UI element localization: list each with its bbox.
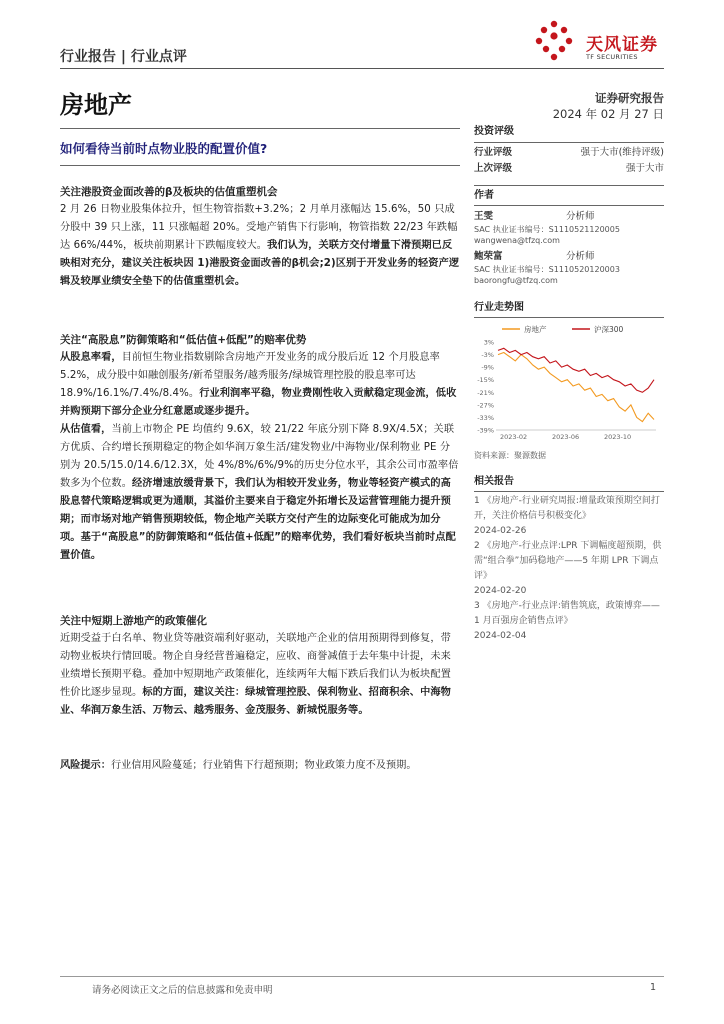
series-line-csi300 bbox=[498, 348, 654, 392]
title-divider-bottom bbox=[60, 165, 460, 166]
chart-source: 资料来源：聚源数据 bbox=[474, 451, 546, 460]
rating-value: 强于大市(维持评级) bbox=[580, 147, 664, 158]
author-email[interactable]: wangwena@tfzq.com bbox=[474, 236, 560, 245]
related-date: 2024-02-26 bbox=[474, 526, 527, 536]
x-tick-label: 2023-10 bbox=[604, 433, 632, 441]
body-bold: 经济增速放缓背景下，我们认为相较开发业务，物业等轻资产模式的高股息替代策略逻辑或更为通顺，其溢价主要来自于稳定外拓增长及运营管理能力提升预期；而市场对地产销售预期较低，物企地产关联方交付产生的边际变化可能成为加分项。基于“高股息”的防御策略和“低估值+低配”的赔率优势，我们看好板块当前时点配置价值。 bbox=[60, 478, 456, 561]
trend-chart bbox=[474, 320, 664, 445]
series-line-real-estate bbox=[498, 353, 654, 422]
page-number: 1 bbox=[650, 982, 657, 993]
risk-text: 行业信用风险蔓延；行业销售下行超预期；物业政策力度不及预期。 bbox=[110, 760, 417, 771]
report-date: 2024 年 02 月 27 日 bbox=[552, 107, 664, 121]
report-type: 证券研究报告 bbox=[595, 91, 664, 105]
section-3 bbox=[60, 612, 460, 720]
risk-section bbox=[60, 757, 460, 775]
related-divider bbox=[474, 491, 664, 492]
y-tick-label: -39% bbox=[477, 426, 494, 435]
related-title[interactable]: 3 《房地产-行业点评:销售筑底，政策博弈——1 月百强房企销售点评》 bbox=[474, 601, 660, 626]
title-divider bbox=[60, 128, 460, 129]
sector-title: 房地产 bbox=[60, 91, 132, 119]
footer-disclaimer: 请务必阅读正文之后的信息披露和免责申明 bbox=[92, 985, 273, 996]
body-text: 当前上市物企 PE 均值约 9.6X，较 21/22 年底分别下降 8.9X/4.5X；关联方优质、合约增长预期稳定的物企如华润万象生活/建发物业/中海物业/保利物业 PE 分别为 20.5/15.0/14.6/12.3X，处 4%/8%/6%/9%的历史分位水平，其余公司市盈率倍数多为个位数。 bbox=[60, 424, 459, 489]
author-name: 鲍荣富 bbox=[474, 251, 503, 262]
section-1 bbox=[60, 183, 460, 291]
related-title[interactable]: 2 《房地产-行业点评:LPR 下调幅度超预期，供需“组合拳”加码稳地产——5 年期 LPR 下调点评》 bbox=[474, 541, 662, 581]
section-heading: 关注港股资金面改善的β及板块的估值重塑机会 bbox=[60, 186, 278, 198]
section-body bbox=[60, 630, 460, 720]
report-category: 行业报告 | 行业点评 bbox=[60, 49, 187, 65]
related-box bbox=[474, 474, 664, 644]
author-role: 分析师 bbox=[566, 251, 595, 262]
body-text: 目前恒生物业指数剔除含房地产开发业务的成分股后近 12 个月股息率 5.2%，成分股中如融创服务/新希望服务/越秀服务/绿城管理控股的股息率可达 18.9%/16.1%/7.4%/8.4%。 bbox=[60, 352, 440, 399]
chart-divider bbox=[474, 317, 664, 318]
author-email[interactable]: baorongfu@tfzq.com bbox=[474, 276, 558, 285]
chart-box bbox=[474, 300, 664, 461]
author-cert: SAC 执业证书编号：S1110521120005 bbox=[474, 225, 620, 234]
related-date: 2024-02-20 bbox=[474, 586, 527, 596]
authors-box bbox=[474, 185, 664, 286]
related-title[interactable]: 1 《房地产-行业研究周报:增量政策预期空间打开，关注价格信号积极变化》 bbox=[474, 496, 660, 521]
y-tick-label: -33% bbox=[477, 413, 494, 422]
rating-label: 上次评级 bbox=[474, 163, 513, 174]
chart-heading: 行业走势图 bbox=[474, 302, 524, 313]
body-label: 从估值看， bbox=[60, 424, 112, 435]
related-heading: 相关报告 bbox=[474, 476, 514, 487]
body-bold: 行业利润率平稳，物业费刚性收入贡献稳定现金流，低收并购预期下部分企业分红意愿或逐步提升。 bbox=[60, 388, 457, 417]
body-text: 2 月 26 日物业股集体拉升，恒生物管指数+3.2%；2 月单月涨幅达 15.6%，50 只成分股中 39 只上涨，11 只涨幅超 20%。受地产销售下行影响，物管指数 22/23 年跌幅达 66%/44%，板块前期累计下跌幅度较大。 bbox=[60, 204, 458, 251]
author-entry bbox=[474, 250, 664, 286]
related-item[interactable] bbox=[474, 494, 664, 539]
body-text: 近期受益于白名单、物业贷等融资端利好驱动，关联地产企业的信用预期得到修复，带动物业板块行情回暖。物企自身经营普遍稳定，应收、商誉减值于去年集中计提，未来业绩增长预期平稳。叠加中短期地产政策催化，连续两年大幅下跌后我们认为板块配置性价比逐步显现。 bbox=[60, 633, 451, 698]
y-tick-label: -3% bbox=[481, 351, 494, 360]
body-bold: 我们认为，关联方交付增量下滑预期已反映相对充分，建议关注板块因 1)港股资金面改善的β机会;2)区别于开发业务的轻资产逻辑及较厚业绩安全垫下的估值重塑机会。 bbox=[60, 240, 460, 287]
rating-label: 行业评级 bbox=[474, 147, 513, 158]
authors-divider bbox=[474, 205, 664, 206]
section-body bbox=[60, 349, 460, 421]
body-label: 从股息率看， bbox=[60, 352, 122, 363]
rating-value: 强于大市 bbox=[625, 163, 664, 174]
y-tick-label: -27% bbox=[477, 401, 494, 410]
x-tick-label: 2023-06 bbox=[552, 433, 580, 441]
authors-divider-top bbox=[474, 185, 664, 186]
y-tick-label: -21% bbox=[477, 388, 494, 397]
author-cert: SAC 执业证书编号：S1110520120003 bbox=[474, 265, 620, 274]
header-divider bbox=[60, 68, 664, 69]
x-tick-label: 2023-02 bbox=[500, 433, 528, 441]
y-tick-label: 3% bbox=[483, 338, 494, 347]
y-tick-label: -9% bbox=[481, 363, 494, 372]
rating-heading: 投资评级 bbox=[474, 126, 514, 137]
author-entry bbox=[474, 210, 664, 246]
rating-box bbox=[474, 124, 664, 177]
risk-label: 风险提示： bbox=[60, 760, 111, 771]
section-body bbox=[60, 201, 460, 291]
related-date: 2024-02-04 bbox=[474, 631, 527, 641]
section-heading: 关注中短期上游地产的政策催化 bbox=[60, 615, 207, 627]
page-title: 如何看待当前时点物业股的配置价值? bbox=[60, 141, 268, 156]
footer-divider bbox=[60, 976, 664, 977]
section-heading: 关注“高股息”防御策略和“低估值+低配”的赔率优势 bbox=[60, 334, 307, 346]
y-tick-label: -15% bbox=[477, 376, 494, 385]
legend-label: 沪深300 bbox=[594, 325, 624, 334]
section-2 bbox=[60, 331, 460, 565]
author-role: 分析师 bbox=[566, 211, 595, 222]
section-body bbox=[60, 421, 460, 565]
legend-label: 房地产 bbox=[524, 325, 547, 334]
brand-name: 天风证券 bbox=[586, 35, 658, 55]
body-bold: 标的方面，建议关注：绿城管理控股、保利物业、招商积余、中海物业、华润万象生活、万物云、越秀服务、金茂服务、新城悦服务等。 bbox=[60, 687, 451, 716]
rating-divider bbox=[474, 142, 664, 143]
related-item[interactable] bbox=[474, 599, 664, 644]
rating-row bbox=[474, 145, 664, 161]
related-item[interactable] bbox=[474, 539, 664, 599]
authors-heading: 作者 bbox=[474, 190, 494, 201]
brand-sub: TF SECURITIES bbox=[586, 53, 638, 61]
rating-row bbox=[474, 161, 664, 177]
author-name: 王雯 bbox=[474, 211, 494, 222]
